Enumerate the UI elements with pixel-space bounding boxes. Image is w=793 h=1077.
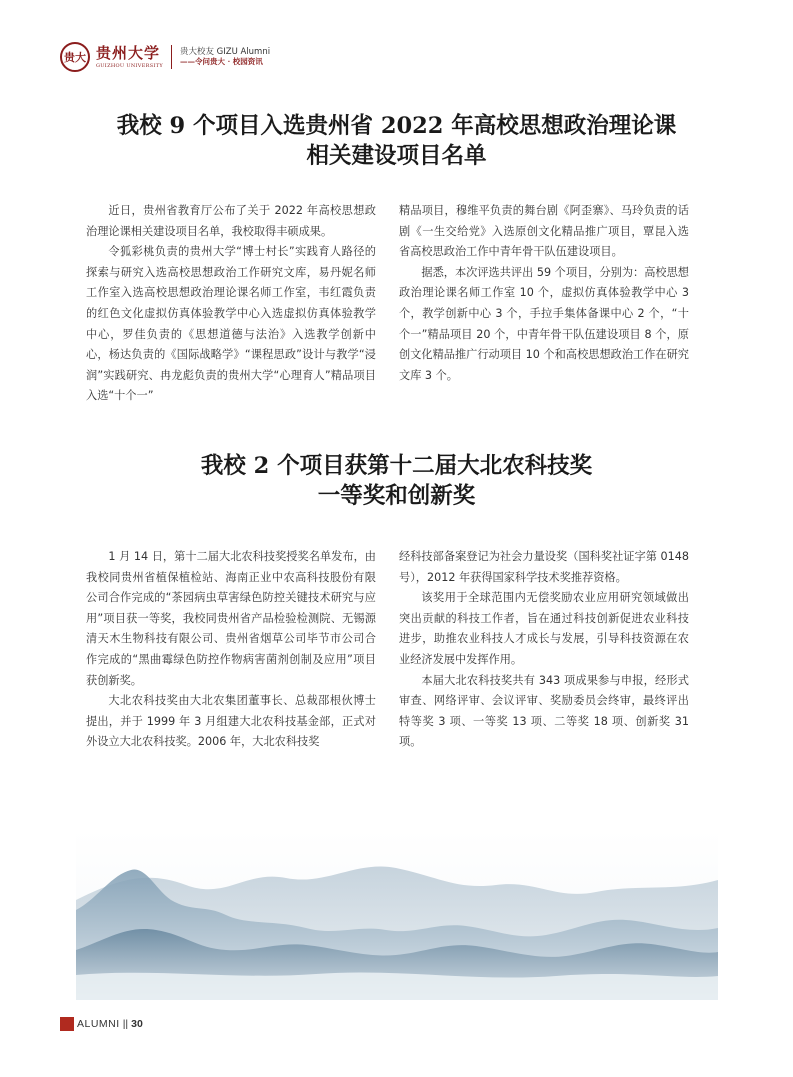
header-brand: 贵大校友 GIZU Alumni [179, 46, 271, 57]
article-1-title-line-1: 我校 9 个项目入选贵州省 2022 年高校思想政治理论课 [116, 113, 677, 139]
page-footer [60, 1017, 143, 1031]
article-2-title-line-1: 我校 2 个项目获第十二届大北农科技奖 [200, 453, 593, 479]
article-1-paragraph: 精品项目，穆维平负责的舞台剧《阿歪寨》、马玲负责的话剧《一生交给党》入选原创文化精品推广项目，覃昆入选省高校思政治工作中青年骨干队伍建设项目。 [399, 204, 689, 259]
university-seal-icon [60, 42, 90, 72]
article-1-paragraph: 据悉，本次评选共评出 59 个项目，分别为：高校思想政治理论课名师工作室 10 个，虚拟仿真体验教学中心 3 个，教学创新中心 3 个，手拉手集体备课中心 2 个，“十个一”精品项目 20 个，中青年骨干队伍建设项目 8 个，原创文化精品推广行动项目 10 个和高校思想政治工作在研究文库 3 个。 [399, 265, 689, 382]
article-1-title-line-2: 相关建设项目名单 [306, 143, 487, 169]
header-brand-block [180, 48, 270, 66]
article-2-paragraph: 大北农科技奖由大北农集团董事长、总裁邵根伙博士提出，并于 1999 年 3 月组建大北农科技基金部，正式对外设立大北农科技奖。2006 年，大北农科技奖 [86, 694, 376, 749]
page-number: 30 [131, 1018, 143, 1030]
university-logo [96, 43, 163, 69]
article-2-title-line-2: 一等奖和创新奖 [317, 483, 476, 509]
article-1-paragraph: 近日，贵州省教育厅公布了关于 2022 年高校思想政治理论课相关建设项目名单，我校取得丰硕成果。 [86, 204, 376, 238]
mist-layer [76, 972, 718, 1000]
article-1-paragraph: 令狐彩桃负责的贵州大学“博士村长”实践育人路径的探索与研究入选高校思想政治工作研究文库，易丹妮名师工作室入选高校思想政治理论课名师工作室，韦红霞负责的红色文化虚拟仿真体验教学中心入选虚拟仿真体验教学中心，罗佳负责的《思想道德与法治》入选教学创新中心，杨达负责的《国际战略学》“课程思政”设计与教学“浸润”实践研究、冉龙彪负责的贵州大学“心理育人”精品项目入选“十个一” [86, 245, 376, 403]
article-1-title [0, 111, 793, 171]
article-2-left-column [86, 547, 376, 753]
article-1-left-column [86, 201, 376, 407]
header-slogan: ——令问贵大 · 校园资讯 [179, 56, 263, 66]
logo-subtitle: GUIZHOU UNIVERSITY [96, 62, 163, 69]
logo-name: 贵州大学 [96, 43, 161, 62]
footer-separator: || [122, 1018, 129, 1030]
header-divider [171, 45, 172, 69]
article-2-title [0, 451, 793, 511]
mountain-landscape-illustration [76, 830, 718, 1000]
mountain-landscape-svg [76, 830, 718, 1000]
footer-label: ALUMNI [77, 1018, 120, 1030]
article-1-right-column [399, 201, 689, 386]
article-2-paragraph: 经科技部备案登记为社会力量设奖（国科奖社证字第 0148 号），2012 年获得国家科学技术奖推荐资格。 [399, 550, 689, 584]
page-header [60, 40, 270, 74]
article-2-paragraph: 1 月 14 日，第十二届大北农科技奖授奖名单发布，由我校同贵州省植保植检站、海南正业中农高科技股份有限公司合作完成的“茶园病虫草害绿色防控关键技术研究与应用”项目获一等奖，我校同贵州省产品检验检测院、无锡源清天木生物科技有限公司、贵州省烟草公司毕节市公司合作完成的“黑曲霉绿色防控作物病害菌剂创制及应用”项目获创新奖。 [86, 550, 376, 687]
logo-mark: 贵大 [64, 51, 86, 64]
article-2-paragraph: 该奖用于全球范围内无偿奖励农业应用研究领域做出突出贡献的科技工作者，旨在通过科技创新促进农业科技进步，助推农业科技人才成长与发展，引导科技资源在农业经济发展中发挥作用。 [399, 591, 689, 666]
red-square-icon [60, 1017, 74, 1031]
article-2-paragraph: 本届大北农科技奖共有 343 项成果参与申报，经形式审查、网络评审、会议评审、奖励委员会终审，最终评出特等奖 3 项、一等奖 13 项、二等奖 18 项、创新奖 31 项。 [399, 673, 689, 749]
article-2-right-column [399, 547, 689, 753]
